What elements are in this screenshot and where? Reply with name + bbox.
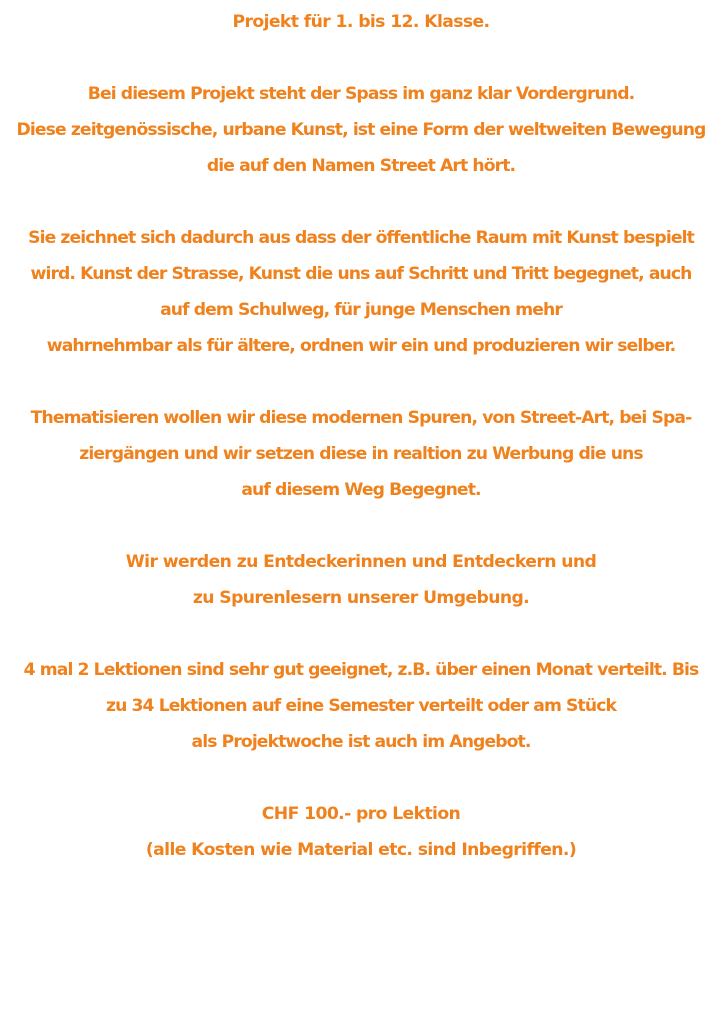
- text-line: 4 mal 2 Lektionen sind sehr gut geeignet, z.B. über einen Monat verteilt. Bis: [23, 660, 699, 680]
- text-line: wird. Kunst der Strasse, Kunst die uns auf Schritt und Tritt begegnet, auch: [30, 264, 692, 284]
- price-paragraph: [10, 796, 712, 868]
- text-line: Projekt für 1. bis 12. Klasse.: [232, 12, 490, 32]
- text-line: Thematisieren wollen wir diese modernen Spuren, von Street-Art, bei Spa-: [30, 408, 692, 428]
- text-line: Wir werden zu Entdeckerinnen und Entdeckern und: [125, 552, 597, 572]
- price-note: (alle Kosten wie Material etc. sind Inbegriffen.): [145, 840, 577, 860]
- text-line: die auf den Namen Street Art hört.: [206, 156, 516, 176]
- intro-paragraph: [10, 76, 712, 184]
- text-line: Bei diesem Projekt steht der Spass im ganz klar Vordergrund.: [87, 84, 635, 104]
- schedule-paragraph: [10, 652, 712, 760]
- themes-paragraph: [10, 400, 712, 508]
- text-line: zu 34 Lektionen auf eine Semester verteilt oder am Stück: [105, 696, 617, 716]
- price-line: CHF 100.- pro Lektion: [261, 804, 461, 824]
- text-line: ziergängen und wir setzen diese in realtion zu Werbung die uns: [79, 444, 643, 464]
- text-line: als Projektwoche ist auch im Angebot.: [191, 732, 531, 752]
- text-line: auf dem Schulweg, für junge Menschen mehr: [160, 300, 562, 320]
- text-line: wahrnehmbar als für ältere, ordnen wir ein und produzieren wir selber.: [46, 336, 676, 356]
- text-line: zu Spurenlesern unserer Umgebung.: [192, 588, 530, 608]
- text-line: auf diesem Weg Begegnet.: [241, 480, 481, 500]
- class-range-heading: [10, 4, 712, 40]
- public-space-paragraph: [10, 220, 712, 364]
- text-line: Diese zeitgenössische, urbane Kunst, ist eine Form der weltweiten Bewegung: [16, 120, 706, 140]
- explorers-paragraph: [10, 544, 712, 616]
- text-line: Sie zeichnet sich dadurch aus dass der öffentliche Raum mit Kunst bespielt: [28, 228, 694, 248]
